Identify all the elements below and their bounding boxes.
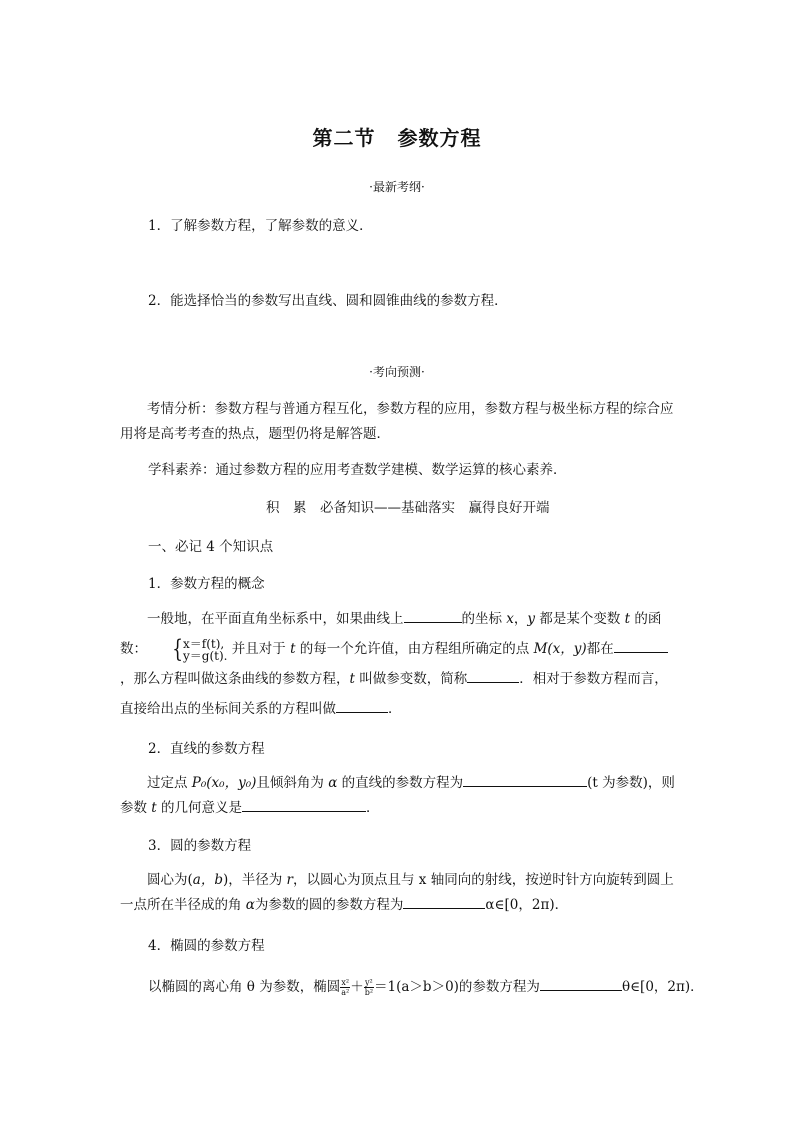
section-heading-forecast: ·考向预测· [369, 365, 425, 379]
paragraph-circle-parametric: 圆心为(a，b)，半径为 r，以圆心为顶点且与 x 轴同向的射线，按逆时针方向旋转到圆上一点所在半径成的角 α为参数的圆的参数方程为 α∈[0，2π)． [120, 872, 674, 913]
analysis-paragraph: 考情分析：参数方程与普通方程互化，参数方程的应用，参数方程与极坐标方程的综合应用将是高考考查的热点，题型仍将是解答题． [120, 401, 674, 442]
fill-blank [404, 609, 462, 623]
equation-system: { x＝f(t), y＝g(t). [172, 634, 228, 663]
title-section-number: 第二节 [312, 126, 376, 150]
paragraph-ellipse-parametric: 以椭圆的离心角 θ 为参数，椭圆 $\frac{\text{x²}}{\text{a²}}$ ＋ $\frac{\text{y²}}{\text{b²}}$ ＝1(a＞b＞0)的参数方程为 θ∈[0，2π)． [148, 978, 704, 997]
fill-blank [540, 977, 622, 991]
goal-2: 2．能选择恰当的参数写出直线、圆和圆锥曲线的参数方程． [148, 293, 508, 309]
fill-blank [336, 699, 388, 713]
literacy-paragraph: 学科素养：通过参数方程的应用考查数学建模、数学运算的核心素养． [148, 462, 567, 478]
fill-blank [242, 798, 366, 812]
goal-1: 1．了解参数方程，了解参数的意义． [148, 218, 373, 234]
title-topic: 参数方程 [397, 126, 482, 150]
fill-blank [463, 773, 587, 787]
paragraph-line-parametric: 过定点 P₀(x₀，y₀)且倾斜角为 α 的直线的参数方程为 (t 为参数)，则参数 t 的几何意义是 ． [120, 775, 675, 816]
heading-circle-parametric: 3．圆的参数方程 [148, 838, 252, 854]
heading-parametric-concept: 1．参数方程的概念 [148, 576, 265, 592]
fill-blank [403, 895, 485, 909]
fraction-x: $\frac{\text{x²}}{\text{a²}}$ [341, 978, 350, 997]
fill-blank [467, 669, 519, 683]
page-title [0, 122, 794, 151]
section-banner: 积 累 必备知识——基础落实 赢得良好开端 [266, 500, 550, 516]
heading-line-parametric: 2．直线的参数方程 [148, 741, 265, 757]
part-heading: 一、必记 4 个知识点 [148, 539, 274, 555]
fill-blank [614, 639, 668, 653]
paragraph-parametric-concept: 一般地，在平面直角坐标系中，如果曲线上 的坐标 x，y 都是某个变数 t 的函数： { x＝f(t), y＝g(t). 并且对于 t 的每一个允许值，由方程组所确定的点 M(x，y)都在，那么方程叫做这条曲线的参数方程，t 叫做参变数，简称 ．相对于参数方程而言，直接给出点的坐标间关系的方程叫做 ． [120, 611, 668, 717]
section-heading-latest: ·最新考纲· [369, 180, 425, 194]
fraction-y: $\frac{\text{y²}}{\text{b²}}$ [364, 978, 374, 997]
heading-ellipse-parametric: 4．椭圆的参数方程 [148, 938, 265, 954]
